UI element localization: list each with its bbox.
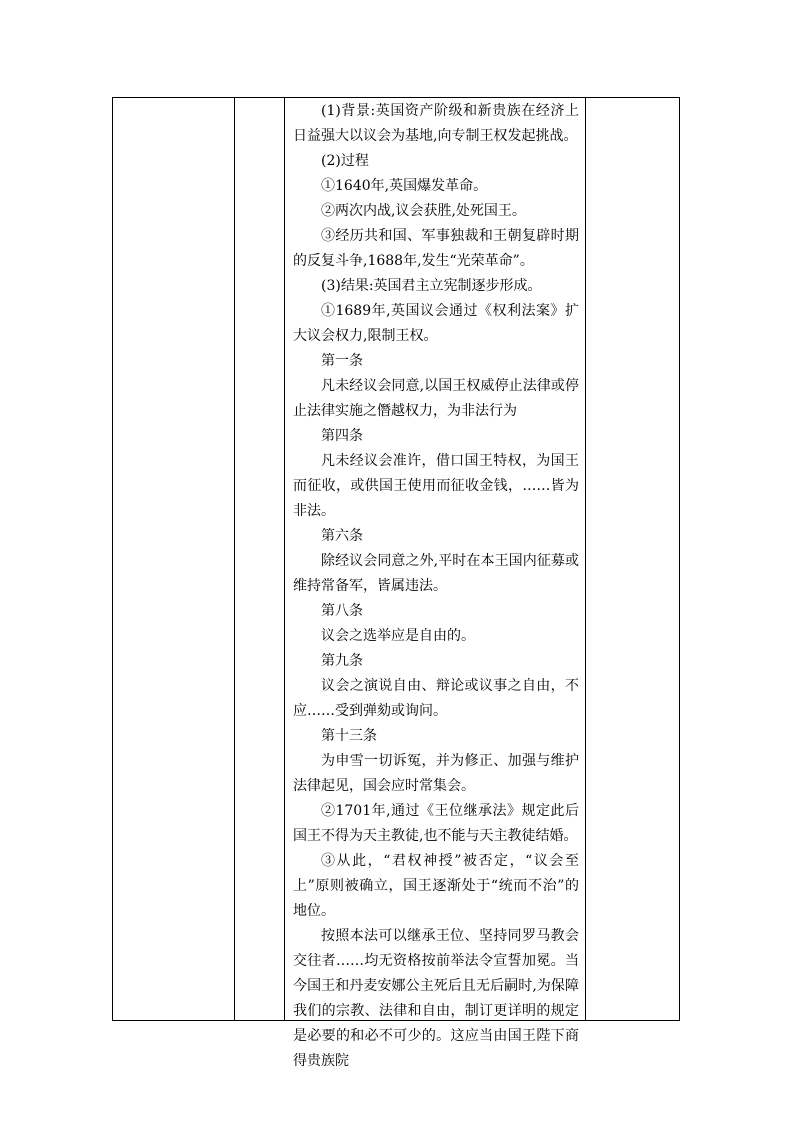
process-item-1: ①1640年,英国爆发革命。	[321, 178, 488, 194]
result-heading: (3)结果:英国君主立宪制逐步形成。	[321, 278, 542, 294]
article-9-text: 议会之演说自由、辩论或议事之自由，不应……受到弹劾或询问。	[293, 678, 579, 719]
article-8-text: 议会之选举应是自由的。	[321, 628, 475, 644]
article-1-text: 凡未经议会同意,以国王权威停止法律或停止法律实施之僭越权力，为非法行为	[293, 378, 579, 419]
article-6-text: 除经议会同意之外,平时在本王国内征募或维持常备军，皆属违法。	[293, 553, 579, 594]
content-cell	[285, 98, 585, 1074]
process-heading: (2)过程	[321, 153, 369, 169]
column-divider-1	[234, 98, 235, 1020]
article-4-heading: 第四条	[321, 428, 363, 444]
article-4-text: 凡未经议会准许，借口国王特权，为国王而征收，或供国王使用而征收金钱，……皆为非法。	[293, 453, 579, 519]
article-13-heading: 第十三条	[321, 728, 377, 744]
column-divider-3	[585, 98, 586, 1020]
process-item-3: ③经历共和国、军事独裁和王朝复辟时期的反复斗争,1688年,发生“光荣革命”。	[293, 228, 579, 269]
article-1-heading: 第一条	[321, 353, 363, 369]
article-9-heading: 第九条	[321, 653, 363, 669]
process-item-2: ②两次内战,议会获胜,处死国王。	[321, 203, 526, 219]
act-of-settlement-excerpt: 按照本法可以继承王位、坚持同罗马教会交往者……均无资格按前举法令宣誓加冕。当今国王和丹麦安娜公主死后且无后嗣时,为保障我们的宗教、法律和自由，制订更详明的规定是必要的和必不可少的。这应当由国王陛下商得贵族院	[293, 928, 579, 1069]
result-item-1: ①1689年,英国议会通过《权利法案》扩大议会权力,限制王权。	[293, 303, 579, 344]
result-item-3: ③从此，“君权神授”被否定，“议会至上”原则被确立，国王逐渐处于“统而不治”的地位。	[293, 853, 579, 919]
article-13-text: 为申雪一切诉冤，并为修正、加强与维护法律起见，国会应时常集会。	[293, 753, 579, 794]
background-paragraph: (1)背景:英国资产阶级和新贵族在经济上日益强大以议会为基地,向专制王权发起挑战。	[293, 103, 579, 144]
result-item-2: ②1701年,通过《王位继承法》规定此后国王不得为天主教徒,也不能与天主教徒结婚。	[293, 803, 579, 844]
article-6-heading: 第六条	[321, 528, 363, 544]
lesson-table	[112, 97, 680, 1069]
article-8-heading: 第八条	[321, 603, 363, 619]
